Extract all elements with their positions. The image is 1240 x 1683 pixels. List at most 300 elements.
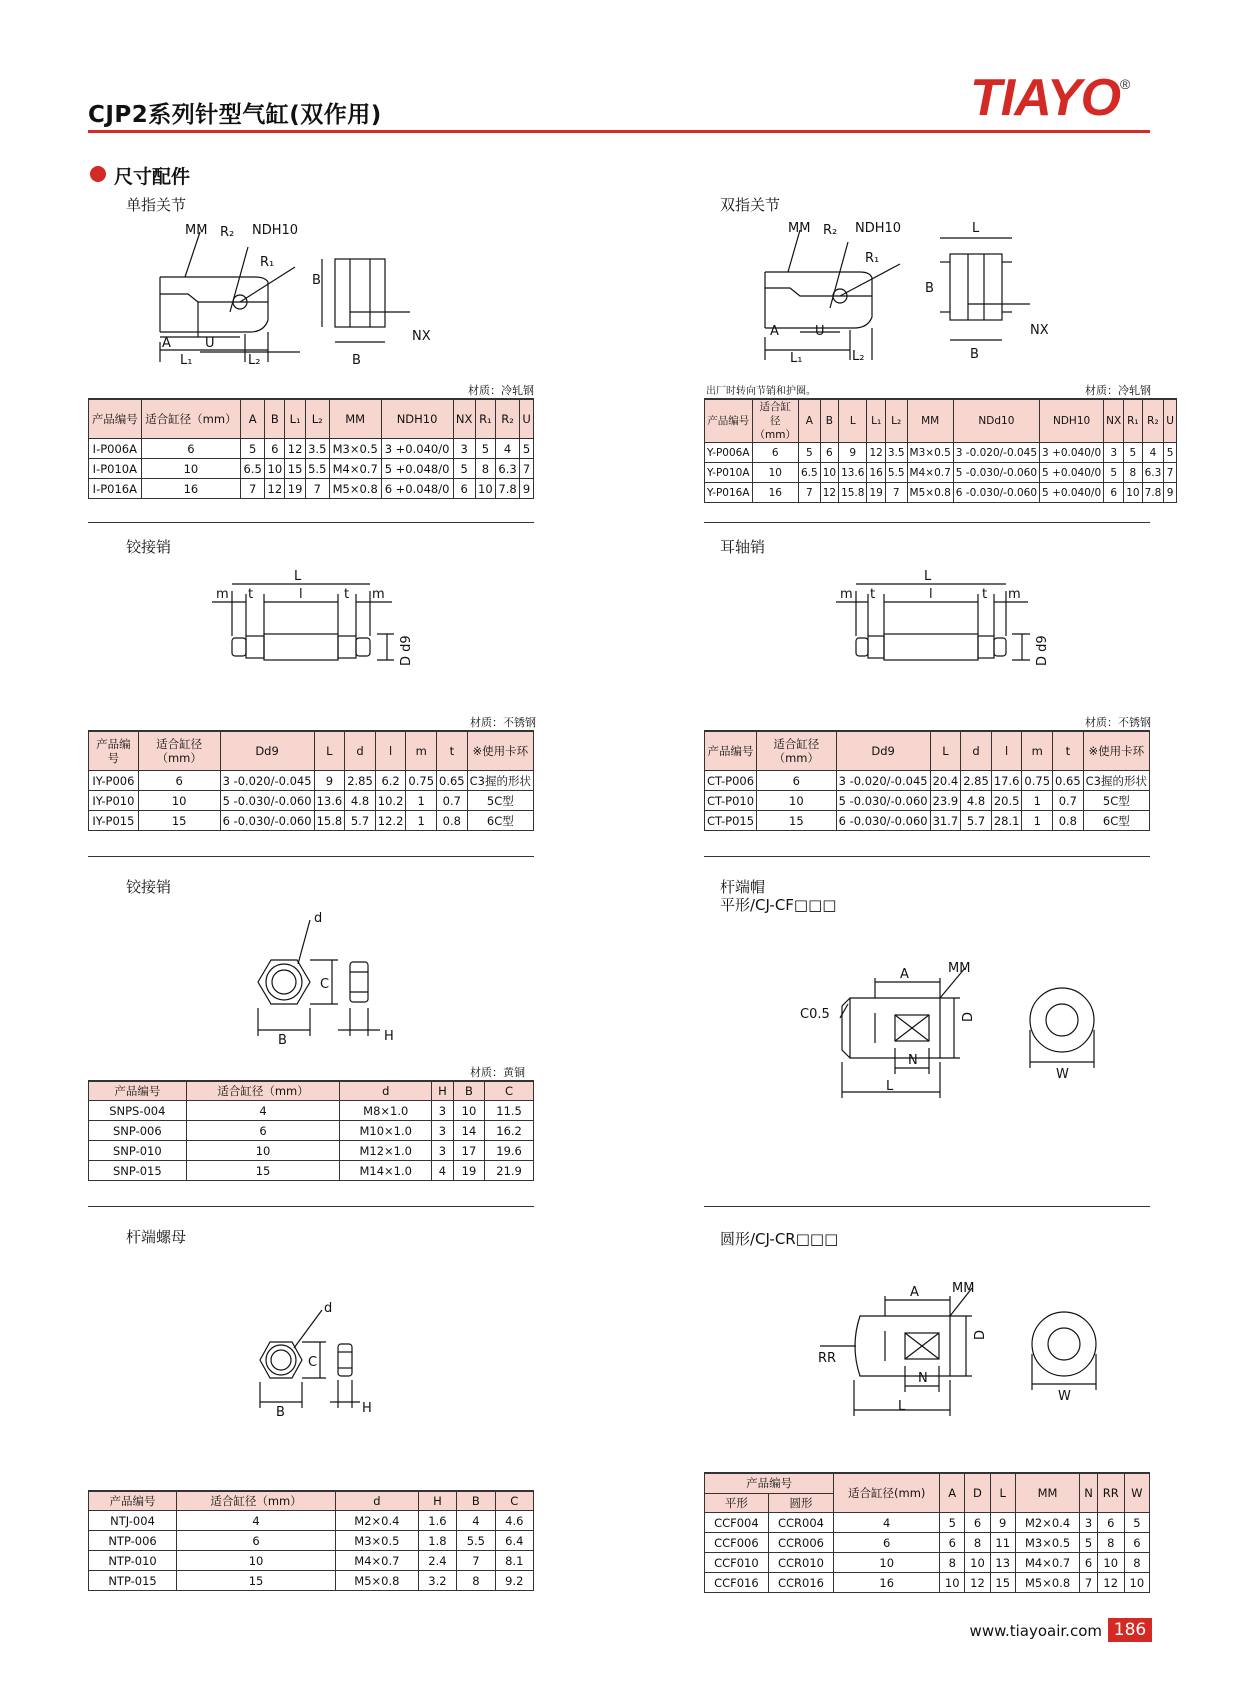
- col-header: 产品编号: [89, 1491, 177, 1511]
- svg-text:D d9: D d9: [1035, 635, 1050, 666]
- double-clevis-title: 双指关节: [720, 196, 781, 214]
- double-clevis-drawing: [740, 222, 1070, 372]
- col-header: 适合缸径(mm): [834, 1473, 940, 1513]
- table-cell: 3: [1080, 1513, 1097, 1533]
- table-cell: 4: [1142, 443, 1164, 463]
- table-row: [705, 811, 1150, 831]
- col-header: N: [1080, 1473, 1097, 1513]
- table-cell: 10: [820, 463, 838, 483]
- table-cell: 6: [820, 443, 838, 463]
- table-cell: 10: [138, 791, 220, 811]
- table-cell: 4: [177, 1511, 336, 1531]
- col-header: A: [241, 399, 265, 439]
- col-header: RR: [1097, 1473, 1124, 1513]
- table-cell: 2.4: [418, 1551, 456, 1571]
- svg-text:m: m: [216, 587, 229, 602]
- table-cell: 6: [177, 1531, 336, 1551]
- col-header: A: [798, 399, 820, 443]
- table-row: [705, 1553, 1150, 1573]
- table-cell: 3 -0.020/-0.045: [953, 443, 1039, 463]
- table-cell: 10: [1124, 1573, 1149, 1593]
- table-cell: 7: [520, 459, 534, 479]
- svg-text:B: B: [276, 1405, 285, 1420]
- table-cell: 1: [1022, 811, 1053, 831]
- svg-text:C: C: [320, 977, 330, 992]
- svg-text:D: D: [961, 1011, 976, 1022]
- table-cell: 1: [406, 811, 437, 831]
- svg-text:MM: MM: [788, 222, 811, 236]
- table-cell: 20.4: [930, 771, 961, 791]
- col-header: L: [930, 731, 961, 771]
- table-cell: 4.8: [345, 791, 376, 811]
- svg-text:B: B: [970, 347, 979, 362]
- table-cell: M3×0.5: [336, 1531, 419, 1551]
- table-cell: 12.2: [375, 811, 406, 831]
- table-cell: 10: [177, 1551, 336, 1571]
- table-cell: 28.1: [991, 811, 1022, 831]
- col-header: 适合缸径（mm）: [186, 1081, 340, 1101]
- table-cell: 12: [265, 479, 285, 499]
- table-cell: 5: [1104, 463, 1124, 483]
- double-clevis-note: 出厂时转向节销和护圈。: [706, 386, 816, 397]
- divider: [88, 856, 534, 857]
- col-header: t: [437, 731, 468, 771]
- table-cell: 8: [1124, 1553, 1149, 1573]
- table-row: [705, 1573, 1150, 1593]
- flat-cap-title: 平形/CJ-CF□□□: [720, 896, 837, 914]
- col-header: D: [965, 1473, 990, 1513]
- table-cell: 4: [834, 1513, 940, 1533]
- table-cell: 15: [757, 811, 837, 831]
- table-cell: 0.8: [437, 811, 468, 831]
- table-cell: CCF010: [705, 1553, 769, 1573]
- table-cell: 3.5: [305, 439, 329, 459]
- table-cell: M3×0.5: [329, 439, 381, 459]
- table-cell: 5: [475, 439, 495, 459]
- svg-text:L: L: [972, 222, 980, 236]
- page-number: 186: [1108, 1618, 1152, 1642]
- svg-text:l: l: [299, 587, 303, 602]
- table-cell: 6.4: [495, 1531, 533, 1551]
- col-header: B: [457, 1491, 495, 1511]
- svg-text:W: W: [1056, 1067, 1069, 1082]
- table-cell: 8: [1097, 1533, 1124, 1553]
- table-cell: 21.9: [485, 1161, 534, 1181]
- svg-text:B: B: [278, 1033, 287, 1048]
- table-row: [89, 479, 534, 499]
- table-cell: 10: [141, 459, 241, 479]
- col-header: ※使用卡环: [1083, 731, 1149, 771]
- svg-text:R₂: R₂: [823, 223, 838, 238]
- col-header: Dd9: [836, 731, 930, 771]
- table-cell: 6: [1124, 1533, 1149, 1553]
- table-cell: 6: [834, 1533, 940, 1553]
- table-cell: 6 -0.030/-0.060: [953, 483, 1039, 503]
- round-cap-drawing: [812, 1276, 1132, 1426]
- bullet-icon: [90, 166, 106, 182]
- table-cell: 6: [757, 771, 837, 791]
- table-cell: 16: [141, 479, 241, 499]
- table-cell: 3.5: [885, 443, 907, 463]
- trunnion-pin-material: 材质：不锈钢: [1085, 716, 1151, 729]
- col-header: L₂: [305, 399, 329, 439]
- table-cell: NTP-010: [89, 1551, 177, 1571]
- col-header: B: [265, 399, 285, 439]
- table-cell: M10×1.0: [340, 1121, 432, 1141]
- table-cell: CT-P010: [705, 791, 757, 811]
- table-cell: 4: [432, 1161, 454, 1181]
- divider: [88, 1206, 534, 1207]
- table-cell: 14: [453, 1121, 484, 1141]
- table-cell: 5: [940, 1513, 965, 1533]
- svg-text:R₂: R₂: [220, 225, 235, 240]
- header-divider: [88, 130, 1150, 133]
- table-cell: 17.6: [991, 771, 1022, 791]
- table-cell: M5×0.8: [1015, 1573, 1079, 1593]
- svg-text:m: m: [372, 587, 385, 602]
- single-clevis-title: 单指关节: [126, 196, 187, 214]
- col-header: L: [839, 399, 867, 443]
- table-cell: 6: [1097, 1513, 1124, 1533]
- table-cell: 5: [1164, 443, 1177, 463]
- svg-text:A: A: [910, 1285, 919, 1300]
- table-cell: 6: [453, 479, 475, 499]
- svg-text:C: C: [308, 1355, 318, 1370]
- table-cell: 3: [453, 439, 475, 459]
- svg-text:t: t: [982, 587, 988, 602]
- col-header: MM: [329, 399, 381, 439]
- table-cell: 3 +0.040/0: [381, 439, 453, 459]
- col-header: R₁: [1124, 399, 1142, 443]
- table-cell: 12: [965, 1573, 990, 1593]
- svg-text:D: D: [973, 1329, 988, 1340]
- svg-text:L: L: [924, 569, 932, 584]
- table-cell: NTJ-004: [89, 1511, 177, 1531]
- col-header: H: [432, 1081, 454, 1101]
- col-header: L: [990, 1473, 1015, 1513]
- svg-text:A: A: [162, 336, 171, 351]
- table-cell: 16.2: [485, 1121, 534, 1141]
- table-cell: M3×0.5: [907, 443, 953, 463]
- rod-end-nut-drawing: [250, 1300, 410, 1420]
- table-cell: 7: [798, 483, 820, 503]
- svg-text:W: W: [1058, 1389, 1071, 1404]
- col-header: 适合缸径（mm）: [752, 399, 798, 443]
- col-header: W: [1124, 1473, 1149, 1513]
- table-cell: 7: [885, 483, 907, 503]
- table-cell: 9: [1164, 483, 1177, 503]
- double-clevis-material: 材质：冷轧钢: [1085, 384, 1151, 397]
- table-cell: C3握的形状: [1083, 771, 1149, 791]
- table-cell: 15.8: [839, 483, 867, 503]
- table-cell: I-P010A: [89, 459, 142, 479]
- table-cell: 5.5: [457, 1531, 495, 1551]
- table-cell: 13.6: [314, 791, 345, 811]
- hinge-pin-nut-title: 铰接销: [126, 878, 172, 896]
- table-cell: 6: [141, 439, 241, 459]
- table-cell: 5 +0.048/0: [381, 459, 453, 479]
- table-cell: 5C型: [467, 791, 533, 811]
- rod-end-cap-table: [704, 1472, 1150, 1593]
- table-cell: 0.65: [437, 771, 468, 791]
- svg-text:m: m: [1008, 587, 1021, 602]
- svg-text:NX: NX: [1030, 323, 1049, 338]
- svg-text:RR: RR: [818, 1351, 837, 1366]
- col-header: d: [340, 1081, 432, 1101]
- table-cell: 5 -0.030/-0.060: [220, 791, 314, 811]
- table-cell: 12: [820, 483, 838, 503]
- table-cell: 10: [265, 459, 285, 479]
- svg-text:NX: NX: [412, 329, 431, 344]
- table-cell: 5: [1124, 1513, 1149, 1533]
- svg-text:A: A: [770, 324, 779, 339]
- table-row: [705, 771, 1150, 791]
- table-cell: 5.7: [345, 811, 376, 831]
- svg-text:H: H: [362, 1401, 372, 1416]
- col-header: NX: [1104, 399, 1124, 443]
- table-cell: 2.85: [345, 771, 376, 791]
- table-cell: 12: [285, 439, 305, 459]
- svg-text:m: m: [840, 587, 853, 602]
- table-cell: M4×0.7: [907, 463, 953, 483]
- col-header: L₁: [867, 399, 885, 443]
- single-clevis-material: 材质：冷轧钢: [468, 384, 534, 397]
- table-cell: 3 +0.040/0: [1040, 443, 1104, 463]
- col-header: 产品编号: [89, 731, 139, 771]
- col-header: 产品编号: [705, 399, 753, 443]
- svg-text:MM: MM: [952, 1281, 975, 1296]
- col-header: m: [406, 731, 437, 771]
- table-cell: 6.3: [1142, 463, 1164, 483]
- table-cell: 1.8: [418, 1531, 456, 1551]
- table-cell: 9: [520, 479, 534, 499]
- table-cell: 8: [940, 1553, 965, 1573]
- table-cell: IY-P006: [89, 771, 139, 791]
- table-cell: 15: [138, 811, 220, 831]
- table-cell: 6.5: [241, 459, 265, 479]
- svg-text:L: L: [886, 1079, 894, 1094]
- table-cell: CCR010: [768, 1553, 834, 1573]
- table-cell: CCR004: [768, 1513, 834, 1533]
- col-header: MM: [907, 399, 953, 443]
- hinge-pin-table: [88, 730, 534, 831]
- table-cell: 9: [990, 1513, 1015, 1533]
- table-cell: 5 -0.030/-0.060: [836, 791, 930, 811]
- col-header: d: [345, 731, 376, 771]
- table-cell: 5 +0.040/0: [1040, 483, 1104, 503]
- table-cell: 10: [752, 463, 798, 483]
- table-cell: 5 +0.040/0: [1040, 463, 1104, 483]
- table-cell: 8: [475, 459, 495, 479]
- table-row: [705, 791, 1150, 811]
- svg-text:L: L: [294, 569, 302, 584]
- svg-text:N: N: [908, 1053, 918, 1068]
- svg-text:C0.5: C0.5: [800, 1007, 830, 1022]
- col-header: B: [453, 1081, 484, 1101]
- svg-text:U: U: [205, 336, 215, 351]
- table-cell: 6: [138, 771, 220, 791]
- svg-text:NDH10: NDH10: [855, 222, 902, 236]
- col-header: 平形: [705, 1493, 769, 1513]
- table-cell: 4.8: [961, 791, 992, 811]
- table-cell: 15: [990, 1573, 1015, 1593]
- svg-text:L₂: L₂: [248, 353, 261, 368]
- svg-text:L₂: L₂: [852, 349, 865, 364]
- table-cell: SNPS-004: [89, 1101, 187, 1121]
- table-cell: CCR006: [768, 1533, 834, 1553]
- col-header: R₂: [496, 399, 520, 439]
- table-cell: CCF016: [705, 1573, 769, 1593]
- col-header: U: [1164, 399, 1177, 443]
- col-header: NDH10: [1040, 399, 1104, 443]
- svg-text:t: t: [344, 587, 350, 602]
- table-cell: M2×0.4: [336, 1511, 419, 1531]
- table-cell: 6: [1104, 483, 1124, 503]
- table-cell: 6: [265, 439, 285, 459]
- svg-text:A: A: [900, 967, 909, 982]
- table-cell: 19.6: [485, 1141, 534, 1161]
- col-header: B: [820, 399, 838, 443]
- table-cell: 6 -0.030/-0.060: [836, 811, 930, 831]
- table-cell: 5.7: [961, 811, 992, 831]
- col-header: 产品编号: [89, 399, 142, 439]
- table-cell: 5 -0.030/-0.060: [953, 463, 1039, 483]
- col-header: A: [940, 1473, 965, 1513]
- table-cell: 3 -0.020/-0.045: [836, 771, 930, 791]
- table-cell: 19: [867, 483, 885, 503]
- svg-text:B: B: [352, 353, 361, 368]
- table-cell: 6: [940, 1533, 965, 1553]
- svg-text:L₁: L₁: [180, 353, 193, 368]
- table-cell: 3.2: [418, 1571, 456, 1591]
- table-cell: 9: [314, 771, 345, 791]
- table-cell: M4×0.7: [336, 1551, 419, 1571]
- table-cell: M8×1.0: [340, 1101, 432, 1121]
- table-cell: 5C型: [1083, 791, 1149, 811]
- svg-text:t: t: [248, 587, 254, 602]
- table-cell: 17: [453, 1141, 484, 1161]
- table-cell: 10: [1124, 483, 1142, 503]
- table-cell: 5: [520, 439, 534, 459]
- table-cell: M2×0.4: [1015, 1513, 1079, 1533]
- table-row: [89, 1551, 534, 1571]
- table-cell: CT-P006: [705, 771, 757, 791]
- table-cell: 11.5: [485, 1101, 534, 1121]
- trunnion-pin-table: [704, 730, 1150, 831]
- table-cell: 4: [457, 1511, 495, 1531]
- col-header: NX: [453, 399, 475, 439]
- table-row: [89, 791, 534, 811]
- table-cell: CCR016: [768, 1573, 834, 1593]
- table-cell: 3: [432, 1121, 454, 1141]
- table-cell: 1: [406, 791, 437, 811]
- table-cell: M12×1.0: [340, 1141, 432, 1161]
- table-cell: 20.5: [991, 791, 1022, 811]
- table-cell: 8.1: [495, 1551, 533, 1571]
- table-cell: 7.8: [496, 479, 520, 499]
- table-row: [89, 1571, 534, 1591]
- table-cell: 10: [965, 1553, 990, 1573]
- table-cell: 0.75: [1022, 771, 1053, 791]
- table-cell: 16: [834, 1573, 940, 1593]
- svg-text:B: B: [312, 273, 321, 288]
- table-cell: 6: [1080, 1553, 1097, 1573]
- table-cell: CCF004: [705, 1513, 769, 1533]
- footer-url[interactable]: www.tiayoair.com: [969, 1622, 1102, 1640]
- table-cell: Y-P010A: [705, 463, 753, 483]
- table-cell: 5.5: [305, 459, 329, 479]
- table-cell: 5.5: [885, 463, 907, 483]
- table-row: [89, 1141, 534, 1161]
- table-cell: 19: [285, 479, 305, 499]
- table-cell: M3×0.5: [1015, 1533, 1079, 1553]
- col-header: 适合缸径（mm）: [177, 1491, 336, 1511]
- table-cell: M5×0.8: [336, 1571, 419, 1591]
- svg-text:MM: MM: [185, 223, 208, 238]
- rod-end-nut-table: [88, 1490, 534, 1591]
- table-cell: 10: [453, 1101, 484, 1121]
- table-cell: 2.85: [961, 771, 992, 791]
- table-row: [705, 463, 1177, 483]
- table-cell: 15.8: [314, 811, 345, 831]
- table-cell: 19: [453, 1161, 484, 1181]
- table-cell: 7: [1164, 463, 1177, 483]
- hinge-pin-nut-table: [88, 1080, 534, 1181]
- table-cell: 0.65: [1053, 771, 1084, 791]
- table-cell: 5: [241, 439, 265, 459]
- table-cell: 23.9: [930, 791, 961, 811]
- table-cell: 5: [453, 459, 475, 479]
- hinge-pin-drawing: [212, 566, 432, 676]
- table-cell: M14×1.0: [340, 1161, 432, 1181]
- rod-end-cap-title: 杆端帽: [720, 878, 766, 896]
- table-cell: 4: [186, 1101, 340, 1121]
- col-header: ※使用卡环: [467, 731, 533, 771]
- hinge-pin-nut-material: 材质：黄铜: [470, 1066, 525, 1079]
- divider: [704, 1206, 1150, 1207]
- col-header: R₂: [1142, 399, 1164, 443]
- table-cell: 11: [990, 1533, 1015, 1553]
- col-header: C: [485, 1081, 534, 1101]
- table-cell: 15: [186, 1161, 340, 1181]
- col-header: C: [495, 1491, 533, 1511]
- col-header: 产品编号: [89, 1081, 187, 1101]
- table-cell: 3: [432, 1141, 454, 1161]
- table-cell: 12: [867, 443, 885, 463]
- svg-text:R₁: R₁: [260, 255, 275, 270]
- table-cell: NTP-006: [89, 1531, 177, 1551]
- table-row: [89, 771, 534, 791]
- table-cell: 0.7: [1053, 791, 1084, 811]
- section-title: 尺寸配件: [114, 166, 191, 188]
- table-row: [89, 1101, 534, 1121]
- table-cell: 6: [752, 443, 798, 463]
- table-cell: 16: [867, 463, 885, 483]
- col-header: t: [1053, 731, 1084, 771]
- single-clevis-drawing: [140, 222, 470, 372]
- table-cell: 9: [839, 443, 867, 463]
- col-header: NDd10: [953, 399, 1039, 443]
- table-cell: 0.8: [1053, 811, 1084, 831]
- table-cell: 6 +0.048/0: [381, 479, 453, 499]
- table-cell: 31.7: [930, 811, 961, 831]
- col-header: L₂: [885, 399, 907, 443]
- col-header: L: [314, 731, 345, 771]
- table-cell: 13.6: [839, 463, 867, 483]
- table-cell: IY-P010: [89, 791, 139, 811]
- table-cell: 10: [1097, 1553, 1124, 1573]
- col-header: 适合缸径（mm）: [757, 731, 837, 771]
